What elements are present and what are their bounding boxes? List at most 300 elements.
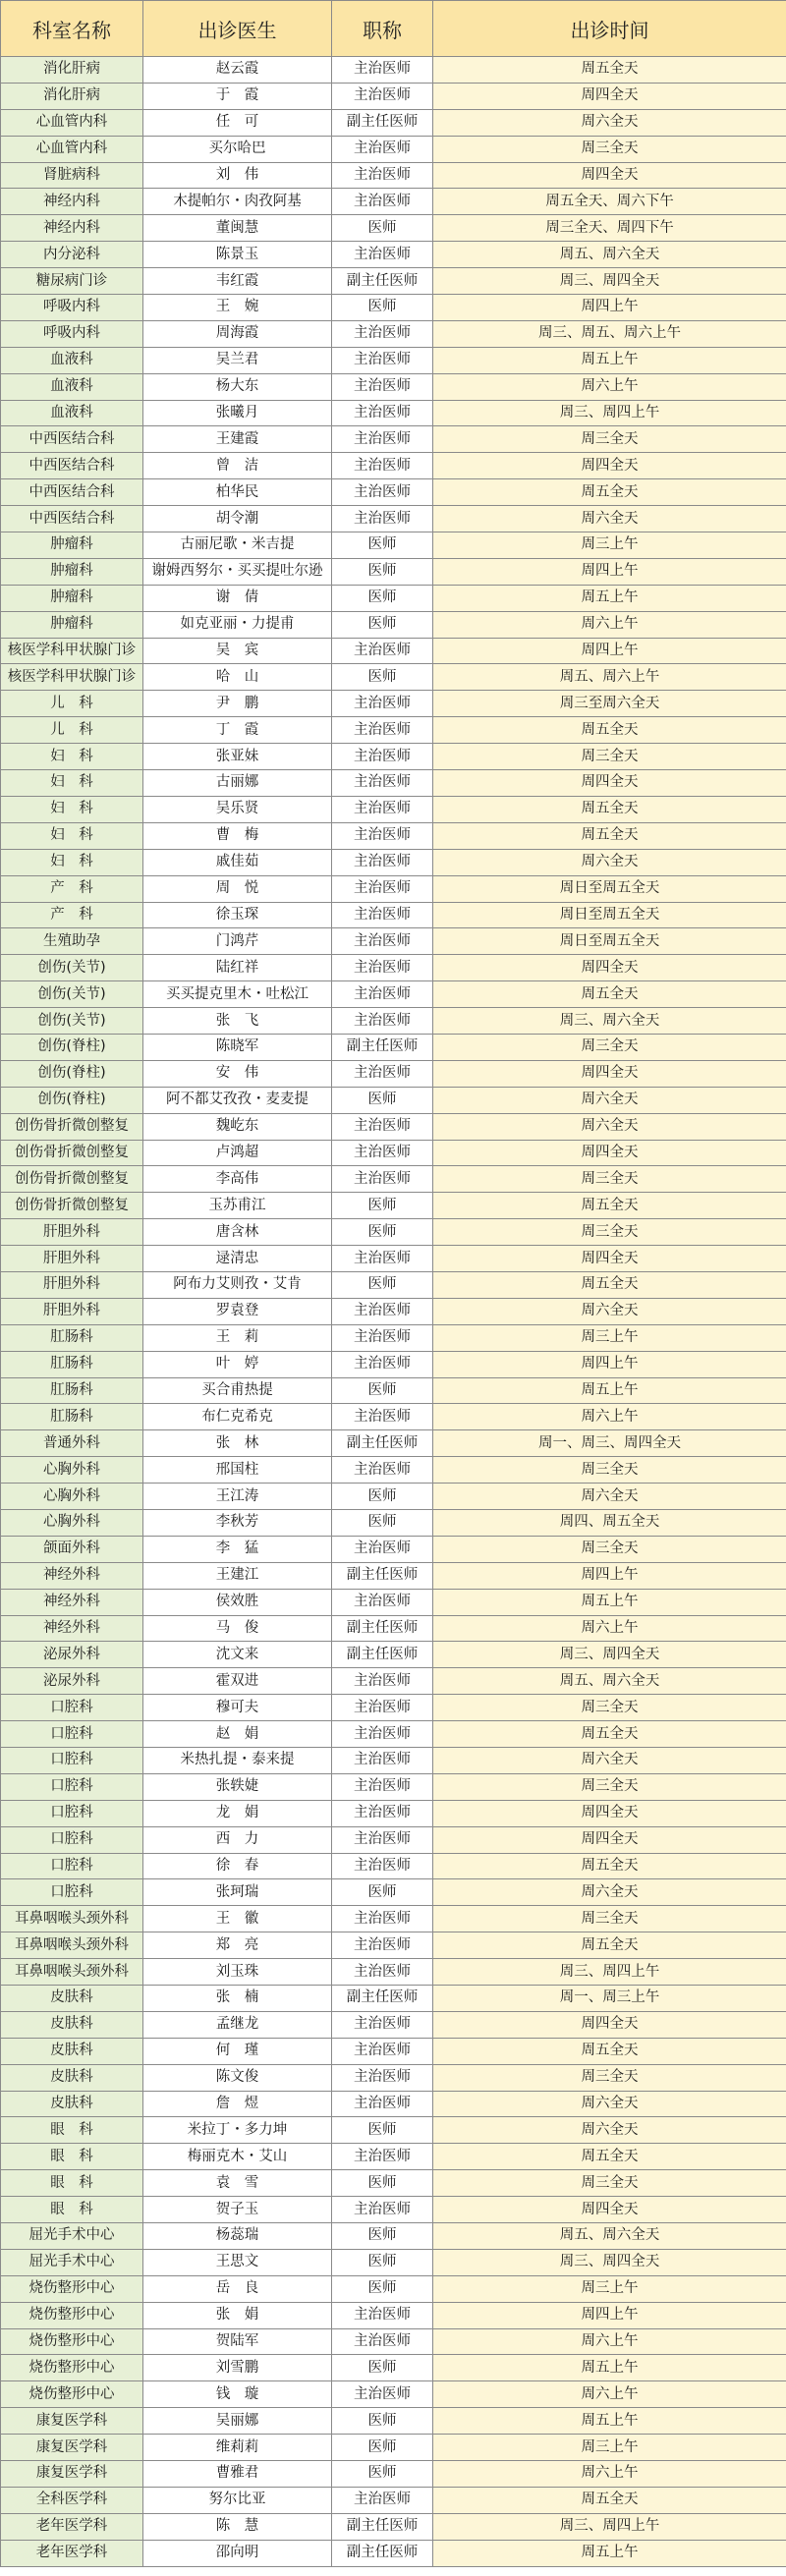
cell-title: 主治医师 xyxy=(332,1932,433,1959)
cell-doctor: 米热扎提・泰来提 xyxy=(143,1748,332,1774)
cell-title: 主治医师 xyxy=(332,981,433,1008)
cell-title: 医师 xyxy=(332,585,433,611)
table-row xyxy=(1,1087,786,1113)
cell-doctor: 王 徽 xyxy=(143,1906,332,1932)
cell-department: 中西医结合科 xyxy=(1,506,143,532)
cell-doctor: 胡令潮 xyxy=(143,506,332,532)
cell-doctor: 吴乐贤 xyxy=(143,796,332,822)
cell-title: 主治医师 xyxy=(332,1853,433,1879)
cell-title: 主治医师 xyxy=(332,2197,433,2223)
cell-doctor: 卢鸿超 xyxy=(143,1140,332,1166)
cell-doctor: 李高伟 xyxy=(143,1166,332,1193)
cell-doctor: 木提帕尔・肉孜阿基 xyxy=(143,189,332,215)
table-row xyxy=(1,1404,786,1430)
cell-doctor: 买买提克里木・吐松江 xyxy=(143,981,332,1008)
cell-schedule: 周三全天 xyxy=(433,744,786,770)
cell-doctor: 杨蕊瑞 xyxy=(143,2223,332,2250)
cell-schedule: 周五全天 xyxy=(433,1271,786,1298)
cell-department: 肝胆外科 xyxy=(1,1271,143,1298)
cell-schedule: 周三全天 xyxy=(433,1906,786,1932)
cell-department: 颌面外科 xyxy=(1,1536,143,1562)
table-row xyxy=(1,928,786,955)
cell-schedule: 周三全天 xyxy=(433,1166,786,1193)
cell-department: 创伤(关节) xyxy=(1,981,143,1008)
cell-title: 医师 xyxy=(332,2461,433,2488)
table-row xyxy=(1,162,786,189)
cell-department: 产 科 xyxy=(1,902,143,928)
cell-schedule: 周三全天 xyxy=(433,426,786,453)
cell-title: 医师 xyxy=(332,532,433,559)
cell-schedule: 周五全天、周六下午 xyxy=(433,189,786,215)
cell-doctor: 刘 伟 xyxy=(143,162,332,189)
table-row xyxy=(1,1140,786,1166)
cell-doctor: 买尔哈巴 xyxy=(143,136,332,162)
cell-title: 医师 xyxy=(332,2249,433,2275)
cell-title: 主治医师 xyxy=(332,1404,433,1430)
cell-doctor: 沈文来 xyxy=(143,1642,332,1668)
header-doctor: 出诊医生 xyxy=(143,1,332,57)
cell-doctor: 戚佳茹 xyxy=(143,849,332,875)
cell-title: 医师 xyxy=(332,1193,433,1219)
cell-doctor: 布仁克希克 xyxy=(143,1404,332,1430)
table-row xyxy=(1,1377,786,1404)
cell-department: 内分泌科 xyxy=(1,242,143,268)
table-row xyxy=(1,83,786,109)
cell-schedule: 周五全天 xyxy=(433,2038,786,2064)
cell-department: 妇 科 xyxy=(1,744,143,770)
table-row xyxy=(1,1853,786,1879)
cell-department: 心胸外科 xyxy=(1,1457,143,1484)
cell-department: 创伤(脊柱) xyxy=(1,1087,143,1113)
table-row xyxy=(1,849,786,875)
cell-doctor: 郑 亮 xyxy=(143,1932,332,1959)
cell-title: 主治医师 xyxy=(332,1800,433,1826)
cell-schedule: 周四全天 xyxy=(433,1140,786,1166)
cell-department: 妇 科 xyxy=(1,822,143,849)
cell-doctor: 米拉丁・多力坤 xyxy=(143,2117,332,2144)
table-row xyxy=(1,558,786,585)
cell-department: 肝胆外科 xyxy=(1,1246,143,1272)
table-row xyxy=(1,2197,786,2223)
table-row xyxy=(1,1879,786,1906)
table-row xyxy=(1,1008,786,1035)
cell-schedule: 周六上午 xyxy=(433,2461,786,2488)
cell-department: 皮肤科 xyxy=(1,2091,143,2117)
cell-title: 主治医师 xyxy=(332,902,433,928)
cell-doctor: 刘雪鹏 xyxy=(143,2355,332,2381)
cell-title: 副主任医师 xyxy=(332,268,433,295)
cell-schedule: 周三全天 xyxy=(433,1695,786,1721)
cell-doctor: 邵向明 xyxy=(143,2540,332,2566)
cell-schedule: 周四全天 xyxy=(433,1800,786,1826)
cell-department: 呼吸内科 xyxy=(1,295,143,321)
cell-title: 主治医师 xyxy=(332,453,433,479)
cell-doctor: 曹 梅 xyxy=(143,822,332,849)
cell-department: 妇 科 xyxy=(1,770,143,797)
table-row xyxy=(1,2170,786,2197)
cell-doctor: 曾 洁 xyxy=(143,453,332,479)
cell-schedule: 周三全天、周四下午 xyxy=(433,215,786,242)
cell-schedule: 周六全天 xyxy=(433,1298,786,1324)
cell-title: 主治医师 xyxy=(332,2381,433,2408)
table-row xyxy=(1,57,786,84)
table-row xyxy=(1,1826,786,1853)
table-row xyxy=(1,1166,786,1193)
cell-schedule: 周四上午 xyxy=(433,558,786,585)
cell-department: 屈光手术中心 xyxy=(1,2249,143,2275)
cell-schedule: 周三、周四上午 xyxy=(433,400,786,426)
cell-doctor: 刘玉珠 xyxy=(143,1959,332,1986)
table-row xyxy=(1,2144,786,2170)
cell-title: 主治医师 xyxy=(332,320,433,347)
table-row xyxy=(1,2302,786,2328)
cell-schedule: 周四全天 xyxy=(433,1826,786,1853)
table-row xyxy=(1,1642,786,1668)
cell-doctor: 霍双进 xyxy=(143,1668,332,1695)
cell-schedule: 周四上午 xyxy=(433,638,786,664)
cell-doctor: 李 猛 xyxy=(143,1536,332,1562)
cell-schedule: 周六全天 xyxy=(433,2091,786,2117)
cell-department: 肿瘤科 xyxy=(1,558,143,585)
header-department: 科室名称 xyxy=(1,1,143,57)
cell-department: 儿 科 xyxy=(1,691,143,717)
cell-schedule: 周一、周三、周四全天 xyxy=(433,1430,786,1457)
table-row xyxy=(1,822,786,849)
cell-schedule: 周日至周五全天 xyxy=(433,902,786,928)
table-row xyxy=(1,2408,786,2435)
cell-title: 主治医师 xyxy=(332,2064,433,2091)
cell-schedule: 周四上午 xyxy=(433,1562,786,1589)
table-row xyxy=(1,2435,786,2461)
cell-doctor: 王建霞 xyxy=(143,426,332,453)
cell-schedule: 周三上午 xyxy=(433,2435,786,2461)
cell-doctor: 维莉莉 xyxy=(143,2435,332,2461)
cell-title: 副主任医师 xyxy=(332,1615,433,1642)
cell-doctor: 谢 倩 xyxy=(143,585,332,611)
cell-schedule: 周六全天 xyxy=(433,2117,786,2144)
cell-department: 眼 科 xyxy=(1,2170,143,2197)
table-row xyxy=(1,2223,786,2250)
table-row xyxy=(1,1193,786,1219)
cell-title: 医师 xyxy=(332,2223,433,2250)
cell-title: 主治医师 xyxy=(332,242,433,268)
cell-doctor: 张 楠 xyxy=(143,1986,332,2012)
table-row xyxy=(1,189,786,215)
cell-title: 副主任医师 xyxy=(332,109,433,136)
cell-title: 医师 xyxy=(332,558,433,585)
cell-department: 烧伤整形中心 xyxy=(1,2328,143,2355)
cell-doctor: 阿不都艾孜孜・麦麦提 xyxy=(143,1087,332,1113)
cell-doctor: 徐玉琛 xyxy=(143,902,332,928)
cell-schedule: 周六上午 xyxy=(433,1404,786,1430)
cell-doctor: 袁 雪 xyxy=(143,2170,332,2197)
cell-doctor: 张珂瑞 xyxy=(143,1879,332,1906)
table-row xyxy=(1,1484,786,1510)
cell-schedule: 周五全天 xyxy=(433,981,786,1008)
cell-schedule: 周三全天 xyxy=(433,2170,786,2197)
cell-title: 副主任医师 xyxy=(332,2540,433,2566)
cell-doctor: 何 瑾 xyxy=(143,2038,332,2064)
cell-department: 中西医结合科 xyxy=(1,426,143,453)
cell-schedule: 周三、周四上午 xyxy=(433,2513,786,2540)
cell-department: 肝胆外科 xyxy=(1,1219,143,1246)
cell-department: 泌尿外科 xyxy=(1,1642,143,1668)
cell-schedule: 周五全天 xyxy=(433,1721,786,1748)
cell-schedule: 周三全天 xyxy=(433,1457,786,1484)
cell-schedule: 周四全天 xyxy=(433,162,786,189)
table-row xyxy=(1,1959,786,1986)
table-row xyxy=(1,1219,786,1246)
cell-title: 主治医师 xyxy=(332,162,433,189)
table-row xyxy=(1,2381,786,2408)
cell-schedule: 周四上午 xyxy=(433,2302,786,2328)
cell-department: 血液科 xyxy=(1,373,143,400)
cell-department: 心血管内科 xyxy=(1,109,143,136)
cell-doctor: 陈 慧 xyxy=(143,2513,332,2540)
cell-department: 口腔科 xyxy=(1,1695,143,1721)
cell-schedule: 周日至周五全天 xyxy=(433,928,786,955)
cell-doctor: 张亚妹 xyxy=(143,744,332,770)
cell-doctor: 董闽慧 xyxy=(143,215,332,242)
cell-title: 医师 xyxy=(332,2275,433,2302)
table-row xyxy=(1,1986,786,2012)
cell-title: 医师 xyxy=(332,1219,433,1246)
cell-title: 医师 xyxy=(332,215,433,242)
cell-schedule: 周五全天 xyxy=(433,822,786,849)
cell-title: 主治医师 xyxy=(332,426,433,453)
cell-schedule: 周四全天 xyxy=(433,453,786,479)
cell-schedule: 周一、周三上午 xyxy=(433,1986,786,2012)
cell-schedule: 周三全天 xyxy=(433,1034,786,1060)
table-row xyxy=(1,1589,786,1615)
cell-schedule: 周三、周四全天 xyxy=(433,2249,786,2275)
cell-schedule: 周三全天 xyxy=(433,2064,786,2091)
table-row xyxy=(1,2064,786,2091)
cell-department: 创伤骨折微创整复 xyxy=(1,1166,143,1193)
cell-schedule: 周六全天 xyxy=(433,506,786,532)
table-row xyxy=(1,770,786,797)
cell-department: 烧伤整形中心 xyxy=(1,2302,143,2328)
cell-title: 主治医师 xyxy=(332,1060,433,1087)
header-schedule: 出诊时间 xyxy=(433,1,786,57)
cell-department: 康复医学科 xyxy=(1,2408,143,2435)
cell-department: 心胸外科 xyxy=(1,1509,143,1536)
cell-doctor: 王 婉 xyxy=(143,295,332,321)
cell-department: 创伤(脊柱) xyxy=(1,1060,143,1087)
table-row xyxy=(1,215,786,242)
cell-title: 主治医师 xyxy=(332,1826,433,1853)
table-row xyxy=(1,242,786,268)
cell-title: 主治医师 xyxy=(332,1166,433,1193)
cell-department: 口腔科 xyxy=(1,1800,143,1826)
cell-title: 医师 xyxy=(332,1271,433,1298)
cell-schedule: 周四全天 xyxy=(433,955,786,981)
cell-department: 耳鼻咽喉头颈外科 xyxy=(1,1932,143,1959)
cell-title: 主治医师 xyxy=(332,506,433,532)
table-row xyxy=(1,1800,786,1826)
cell-title: 主治医师 xyxy=(332,1668,433,1695)
cell-doctor: 王 莉 xyxy=(143,1324,332,1351)
cell-title: 主治医师 xyxy=(332,691,433,717)
cell-title: 主治医师 xyxy=(332,1721,433,1748)
cell-title: 医师 xyxy=(332,2435,433,2461)
cell-doctor: 如克亚丽・力提甫 xyxy=(143,611,332,638)
cell-title: 主治医师 xyxy=(332,1695,433,1721)
cell-title: 主治医师 xyxy=(332,2091,433,2117)
cell-doctor: 唐含林 xyxy=(143,1219,332,1246)
table-row xyxy=(1,611,786,638)
cell-doctor: 马 俊 xyxy=(143,1615,332,1642)
cell-schedule: 周六全天 xyxy=(433,1748,786,1774)
cell-department: 创伤(关节) xyxy=(1,955,143,981)
cell-schedule: 周四全天 xyxy=(433,770,786,797)
cell-department: 肛肠科 xyxy=(1,1404,143,1430)
cell-doctor: 逯清忠 xyxy=(143,1246,332,1272)
cell-doctor: 王思文 xyxy=(143,2249,332,2275)
cell-department: 创伤骨折微创整复 xyxy=(1,1140,143,1166)
table-row xyxy=(1,1457,786,1484)
table-row xyxy=(1,1615,786,1642)
cell-department: 普通外科 xyxy=(1,1430,143,1457)
cell-schedule: 周四全天 xyxy=(433,2011,786,2038)
cell-schedule: 周四全天 xyxy=(433,83,786,109)
table-row xyxy=(1,426,786,453)
cell-department: 口腔科 xyxy=(1,1773,143,1800)
table-row xyxy=(1,2355,786,2381)
cell-title: 主治医师 xyxy=(332,1536,433,1562)
cell-title: 主治医师 xyxy=(332,2038,433,2064)
cell-schedule: 周五、周六上午 xyxy=(433,664,786,691)
cell-doctor: 谢姆西努尔・买买提吐尔逊 xyxy=(143,558,332,585)
cell-title: 主治医师 xyxy=(332,1589,433,1615)
table-row xyxy=(1,1932,786,1959)
cell-doctor: 丁 霞 xyxy=(143,717,332,744)
cell-department: 肾脏病科 xyxy=(1,162,143,189)
cell-title: 主治医师 xyxy=(332,744,433,770)
table-row xyxy=(1,1562,786,1589)
cell-department: 眼 科 xyxy=(1,2197,143,2223)
table-row xyxy=(1,1271,786,1298)
table-body xyxy=(1,57,786,2567)
cell-title: 副主任医师 xyxy=(332,2513,433,2540)
cell-department: 眼 科 xyxy=(1,2117,143,2144)
cell-doctor: 詹 煜 xyxy=(143,2091,332,2117)
cell-schedule: 周五全天 xyxy=(433,717,786,744)
cell-department: 妇 科 xyxy=(1,796,143,822)
cell-department: 肿瘤科 xyxy=(1,585,143,611)
table-row xyxy=(1,373,786,400)
cell-department: 耳鼻咽喉头颈外科 xyxy=(1,1906,143,1932)
cell-title: 副主任医师 xyxy=(332,1642,433,1668)
table-row xyxy=(1,2117,786,2144)
cell-department: 耳鼻咽喉头颈外科 xyxy=(1,1959,143,1986)
table-row xyxy=(1,136,786,162)
cell-title: 医师 xyxy=(332,664,433,691)
cell-title: 主治医师 xyxy=(332,2328,433,2355)
cell-schedule: 周五上午 xyxy=(433,2540,786,2566)
cell-department: 烧伤整形中心 xyxy=(1,2381,143,2408)
table-row xyxy=(1,1509,786,1536)
cell-doctor: 吴 宾 xyxy=(143,638,332,664)
cell-doctor: 努尔比亚 xyxy=(143,2487,332,2513)
header-title: 职称 xyxy=(332,1,433,57)
table-row xyxy=(1,1324,786,1351)
cell-department: 皮肤科 xyxy=(1,2064,143,2091)
table-row xyxy=(1,453,786,479)
table-row xyxy=(1,268,786,295)
cell-title: 主治医师 xyxy=(332,1246,433,1272)
table-row xyxy=(1,1351,786,1377)
cell-title: 主治医师 xyxy=(332,1457,433,1484)
cell-title: 主治医师 xyxy=(332,770,433,797)
cell-schedule: 周五、周六全天 xyxy=(433,1668,786,1695)
cell-department: 肛肠科 xyxy=(1,1351,143,1377)
table-row xyxy=(1,2038,786,2064)
cell-department: 泌尿外科 xyxy=(1,1668,143,1695)
cell-department: 心血管内科 xyxy=(1,136,143,162)
cell-title: 主治医师 xyxy=(332,822,433,849)
cell-doctor: 张曦月 xyxy=(143,400,332,426)
cell-schedule: 周六全天 xyxy=(433,1113,786,1140)
table-row xyxy=(1,717,786,744)
cell-doctor: 阿布力艾则孜・艾肯 xyxy=(143,1271,332,1298)
cell-title: 主治医师 xyxy=(332,136,433,162)
cell-doctor: 西 力 xyxy=(143,1826,332,1853)
cell-schedule: 周五上午 xyxy=(433,1589,786,1615)
cell-doctor: 李秋芳 xyxy=(143,1509,332,1536)
cell-title: 医师 xyxy=(332,611,433,638)
cell-doctor: 张轶婕 xyxy=(143,1773,332,1800)
cell-doctor: 王建江 xyxy=(143,1562,332,1589)
table-row xyxy=(1,2487,786,2513)
cell-title: 主治医师 xyxy=(332,1959,433,1986)
cell-doctor: 赵 娟 xyxy=(143,1721,332,1748)
table-row xyxy=(1,875,786,902)
cell-department: 肿瘤科 xyxy=(1,532,143,559)
cell-department: 皮肤科 xyxy=(1,2038,143,2064)
table-row xyxy=(1,2249,786,2275)
cell-schedule: 周六上午 xyxy=(433,611,786,638)
cell-title: 主治医师 xyxy=(332,1773,433,1800)
table-row xyxy=(1,506,786,532)
cell-title: 主治医师 xyxy=(332,189,433,215)
cell-department: 消化肝病 xyxy=(1,83,143,109)
cell-doctor: 梅丽克木・艾山 xyxy=(143,2144,332,2170)
cell-department: 神经内科 xyxy=(1,189,143,215)
cell-doctor: 叶 婷 xyxy=(143,1351,332,1377)
cell-title: 主治医师 xyxy=(332,796,433,822)
table-row xyxy=(1,2540,786,2566)
cell-doctor: 哈 山 xyxy=(143,664,332,691)
cell-doctor: 魏屹东 xyxy=(143,1113,332,1140)
cell-schedule: 周五全天 xyxy=(433,479,786,506)
cell-department: 肛肠科 xyxy=(1,1324,143,1351)
cell-department: 老年医学科 xyxy=(1,2540,143,2566)
cell-doctor: 韦红霞 xyxy=(143,268,332,295)
table-row xyxy=(1,1034,786,1060)
cell-department: 糖尿病门诊 xyxy=(1,268,143,295)
cell-schedule: 周四全天 xyxy=(433,1246,786,1272)
table-row xyxy=(1,638,786,664)
cell-title: 主治医师 xyxy=(332,1008,433,1035)
cell-schedule: 周五全天 xyxy=(433,1193,786,1219)
cell-department: 心胸外科 xyxy=(1,1484,143,1510)
cell-doctor: 陈景玉 xyxy=(143,242,332,268)
cell-department: 康复医学科 xyxy=(1,2435,143,2461)
cell-doctor: 岳 良 xyxy=(143,2275,332,2302)
cell-schedule: 周四上午 xyxy=(433,295,786,321)
cell-schedule: 周四、周五全天 xyxy=(433,1509,786,1536)
